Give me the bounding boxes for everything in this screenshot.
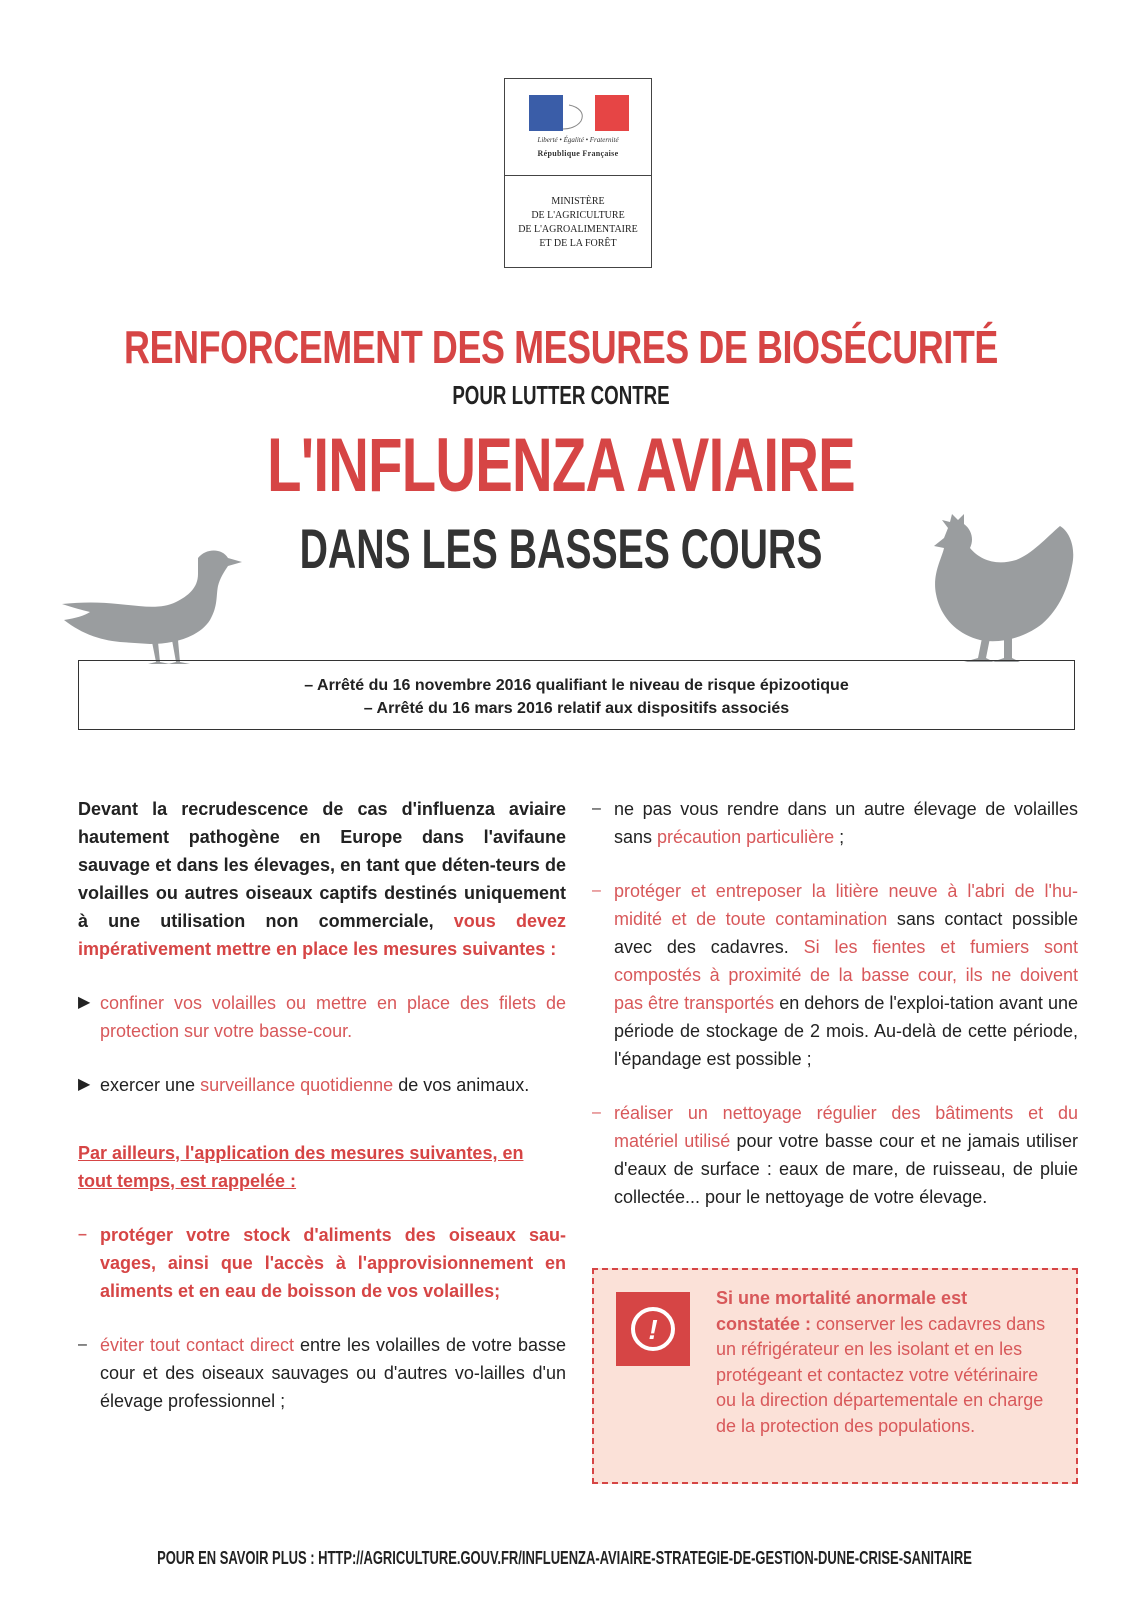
list-item — [78, 1071, 566, 1099]
left-column — [78, 795, 566, 1415]
list-item — [592, 877, 1078, 1073]
dash-avoid-post: entre les volailles de votre basse cour et des oiseaux sauvages ou d'autres vo-lailles d'un élevage professionnel ; — [100, 1335, 566, 1411]
intro-red: vous devez impérativement mettre en place les mesures suivantes : — [78, 911, 566, 959]
decree-line: – Arrêté du 16 mars 2016 relatif aux dispositifs associés — [363, 700, 790, 717]
warning-icon — [616, 1292, 690, 1366]
alert-text — [716, 1286, 1056, 1439]
dash-bullet-icon: – — [592, 800, 601, 817]
duck-icon — [60, 538, 250, 668]
triangle-bullet-icon: ▶ — [78, 1076, 91, 1093]
title-basses-cours: DANS LES BASSES COURS — [299, 517, 823, 580]
dash-avoid-red: éviter tout contact direct — [100, 1335, 295, 1355]
r3-post: pour votre basse cour et ne jamais utiliser d'eaux de surface : eaux de mare, de ruisseau, de pluie collectée... pour le nettoyage de votre élevage. — [614, 1131, 1078, 1207]
dash-bullet-icon: – — [78, 1226, 87, 1243]
dash-protect-stock: protéger votre stock d'aliments des oiseaux sau-vages, ainsi que l'accès à l'approvisionnement en aliments et en eau de boisson de vos volailles; — [100, 1225, 566, 1301]
list-item — [78, 989, 566, 1045]
hen-icon — [920, 508, 1080, 668]
dash-bullet-icon: – — [78, 1336, 87, 1353]
list-item — [78, 1221, 566, 1305]
intro-paragraph — [78, 795, 566, 963]
r1-pre: ne pas vous rendre dans un autre élevage de volailles sans — [614, 799, 1078, 847]
r1-red: précaution particulière — [657, 827, 835, 847]
r2-mid: sans contact possible avec des cadavres. — [614, 909, 1078, 957]
decrees-box — [78, 660, 1075, 730]
r1-post: ; — [834, 827, 845, 847]
right-column — [592, 795, 1078, 1211]
bullet-surveillance-post: de vos animaux. — [393, 1075, 530, 1095]
ministry-line: DE L'AGRICULTURE — [531, 210, 625, 221]
alert-bold: Si une mortalité anormale est constatée : — [716, 1288, 968, 1334]
title-subtitle: POUR LUTTER CONTRE — [452, 380, 670, 410]
r2-red: protéger et entreposer la litière neuve à l'abri de l'hu-midité et de toute contamination — [614, 881, 1078, 929]
subheading: Par ailleurs, l'application des mesures suivantes, en tout temps, est rappelée : — [78, 1143, 524, 1191]
r3-red: réaliser un nettoyage régulier des bâtiments et du matériel utilisé — [614, 1103, 1078, 1151]
ministry-name — [505, 195, 651, 251]
republic-name: République Française — [537, 149, 619, 158]
title-influenza: L'INFLUENZA AVIAIRE — [267, 423, 855, 508]
decree-line: – Arrêté du 16 novembre 2016 qualifiant le niveau de risque épizootique — [304, 677, 849, 694]
list-item — [592, 1099, 1078, 1211]
bullet-confine: confiner vos volailles ou mettre en place des filets de protection sur votre basse-cour. — [100, 993, 566, 1041]
ministry-line: DE L'AGROALIMENTAIRE — [518, 224, 638, 235]
alert-body: conserver les cadavres dans un réfrigérateur en les isolant et en les protégeant et contactez votre vétérinaire ou la direction départementale en charge de la protection des populations. — [716, 1313, 1046, 1436]
dash-bullet-icon: – — [592, 882, 601, 899]
bullet-surveillance-red: surveillance quotidienne — [200, 1075, 394, 1095]
ministry-logo — [504, 78, 652, 268]
footer-more-info: POUR EN SAVOIR PLUS : HTTP://AGRICULTURE.GOUV.FR/INFLUENZA-AVIAIRE-STRATEGIE-DE-GESTION-DUNE-CRISE-SANITAIRE — [157, 1548, 972, 1568]
marianne-flag-icon — [529, 95, 629, 131]
list-item — [78, 1331, 566, 1415]
svg-text:!: ! — [648, 1314, 658, 1345]
dash-bullet-icon: – — [592, 1104, 601, 1121]
ministry-line: ET DE LA FORÊT — [539, 238, 617, 249]
mortality-alert-box — [592, 1268, 1078, 1484]
r2-red2: Si les fientes et fumiers sont compostés à proximité de la basse cour, ils ne doivent pas être transportés — [614, 937, 1078, 1013]
republic-motto: Liberté • Égalité • Fraternité — [537, 136, 619, 144]
intro-bold: Devant la recrudescence de cas d'influenza aviaire hautement pathogène en Europe dans l'avifaune sauvage et dans les élevages, en tant que déten-teurs de volailles ou autres oiseaux captifs destinés uniquement à une utilisation non commerciale, — [78, 799, 566, 931]
triangle-bullet-icon: ▶ — [78, 994, 91, 1011]
list-item — [592, 795, 1078, 851]
republic-emblem — [505, 79, 651, 176]
title-biosecurity: RENFORCEMENT DES MESURES DE BIOSÉCURITÉ — [124, 321, 998, 373]
bullet-surveillance-pre: exercer une — [100, 1075, 201, 1095]
r2-post: en dehors de l'exploi-tation avant une période de stockage de 2 mois. Au-delà de cette période, l'épandage est possible ; — [614, 993, 1078, 1069]
ministry-line: MINISTÈRE — [551, 196, 605, 207]
